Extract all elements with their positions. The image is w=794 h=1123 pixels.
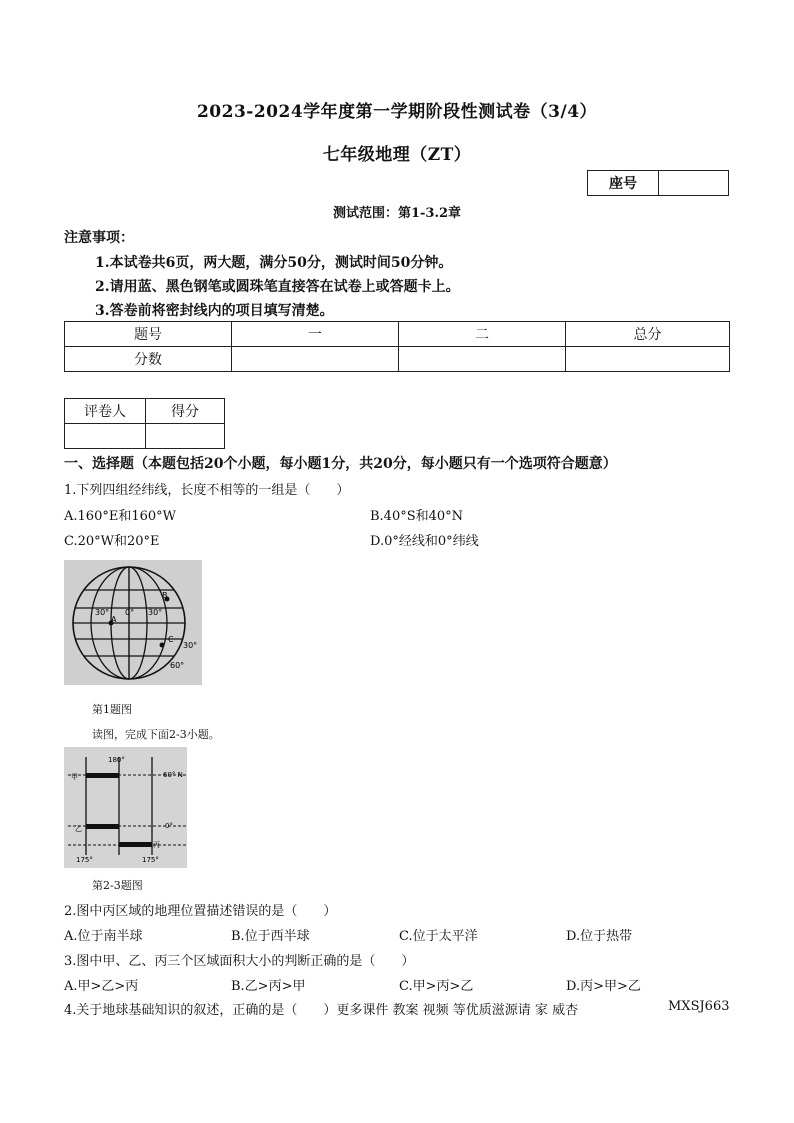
score-cell[interactable] (566, 347, 730, 372)
notes-heading: 注意事项： (64, 230, 134, 246)
option-a[interactable]: A.位于南半球 (64, 929, 143, 944)
note-item: 3.答卷前将密封线内的项目填写清楚。 (95, 303, 334, 319)
region-jia-label: 甲 (71, 773, 78, 781)
region-figure (64, 747, 187, 868)
table-header: 评卷人 (65, 399, 146, 424)
grader-cell[interactable] (65, 424, 146, 449)
table-row (65, 399, 225, 424)
table-row-label: 分数 (65, 347, 232, 372)
document-code: MXSJ663 (668, 999, 730, 1014)
test-scope: 测试范围：第1-3.2章 (332, 206, 462, 221)
table-row (65, 424, 225, 449)
score-cell[interactable] (399, 347, 566, 372)
globe-figure (64, 560, 202, 685)
note-item: 2.请用蓝、黑色钢笔或圆珠笔直接答在试卷上或答题卡上。 (95, 279, 460, 295)
option-b[interactable]: B.乙>丙>甲 (231, 979, 306, 994)
fig1-label: 30° (148, 608, 163, 617)
table-row (65, 322, 730, 347)
option-d[interactable]: D.位于热带 (566, 929, 633, 944)
fig23-label: 180° (108, 756, 125, 764)
question-stem: 4.关于地球基础知识的叙述，正确的是（ ）更多课件 教案 视频 等优质滋源请 家 威杏 (64, 1003, 579, 1018)
question-stem: 2.图中丙区域的地理位置描述错误的是（ ） (64, 904, 337, 919)
seat-label: 座号 (588, 171, 659, 195)
fig23-label: 175° (76, 856, 93, 864)
fig1-label: 30° (95, 608, 110, 617)
section-heading: 一、选择题（本题包括20个小题，每小题1分，共20分，每小题只有一个选项符合题意） (64, 456, 617, 472)
point-a-label: A (111, 615, 117, 624)
table-header: 一 (232, 322, 399, 347)
option-b[interactable]: B.40°S和40°N (370, 509, 464, 524)
table-header: 总分 (566, 322, 730, 347)
fig1-label: 60° (170, 661, 185, 670)
fig1-label: 0° (125, 608, 135, 617)
table-row (65, 347, 730, 372)
option-c[interactable]: C.20°W和20°E (64, 534, 160, 549)
point-b-label: B (162, 591, 168, 600)
region-map (64, 747, 187, 868)
fig23-label: 175° (142, 856, 159, 864)
option-a[interactable]: A.160°E和160°W (64, 509, 176, 524)
region-bing-label: 丙 (153, 841, 160, 849)
grader-table (64, 398, 225, 449)
figure-caption: 第2-3题图 (92, 879, 143, 892)
globe-graticule (64, 560, 202, 685)
score-cell[interactable] (232, 347, 399, 372)
score-table (64, 321, 730, 372)
option-b[interactable]: B.位于西半球 (231, 929, 310, 944)
fig23-label: 0° (165, 822, 173, 830)
question-stem: 3.图中甲、乙、丙三个区域面积大小的判断正确的是（ ） (64, 954, 415, 969)
option-d[interactable]: D.0°经线和0°纬线 (370, 534, 479, 549)
question-stem: 1.下列四组经纬线，长度不相等的一组是（ ） (64, 483, 350, 498)
figure-caption: 第1题图 (92, 703, 132, 716)
note-item: 1.本试卷共6页，两大题，满分50分，测试时间50分钟。 (95, 255, 453, 271)
option-c[interactable]: C.位于太平洋 (399, 929, 478, 944)
option-c[interactable]: C.甲>丙>乙 (399, 979, 474, 994)
exam-subtitle: 七年级地理（ZT） (322, 145, 472, 165)
option-d[interactable]: D.丙>甲>乙 (566, 979, 641, 994)
seat-number-box (587, 170, 729, 196)
option-a[interactable]: A.甲>乙>丙 (64, 979, 139, 994)
region-yi-label: 乙 (75, 825, 82, 833)
seat-number-field[interactable] (659, 171, 728, 195)
table-header: 二 (399, 322, 566, 347)
grader-cell[interactable] (146, 424, 225, 449)
table-header: 得分 (146, 399, 225, 424)
fig1-label: 30° (183, 641, 198, 650)
exam-title: 2023-2024学年度第一学期阶段性测试卷（3/4） (196, 102, 598, 122)
table-header: 题号 (65, 322, 232, 347)
fig23-label: 60° N (163, 771, 183, 779)
read-figure-instruction: 读图，完成下面2-3小题。 (92, 728, 220, 741)
point-c-label: C (168, 635, 174, 644)
